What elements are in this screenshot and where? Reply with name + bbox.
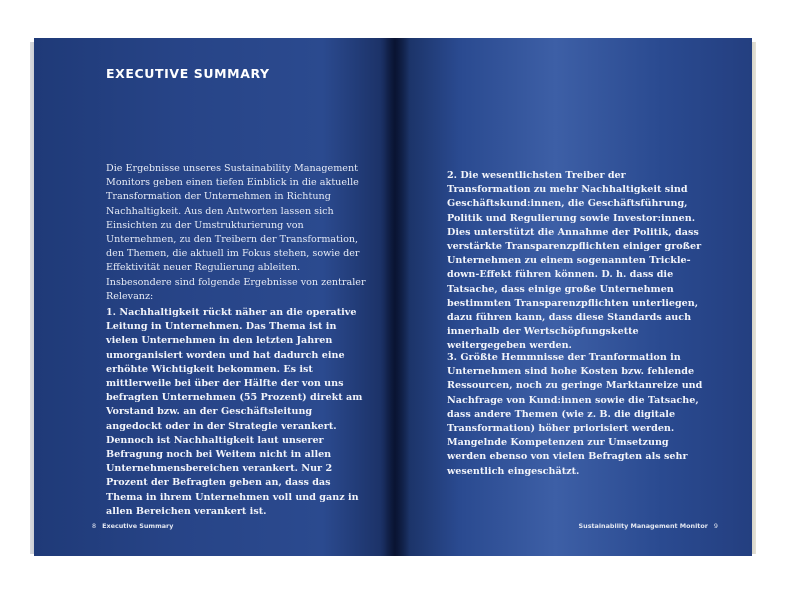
intro-paragraph: Die Ergebnisse unseres Sustainability Management Monitors geben einen tiefen Einblick in die aktuelle Transformation der Unternehmen in Richtung Nachhaltigkeit. Aus den Antworten lassen sich Einsichten zu der Umstrukturierung von Unternehmen, zu den Treibern der Transformation, den Themen, die aktuell im Fokus stehen, sowie der Effektivität neuer Regulierung ableiten. Insbesondere sind folgende Ergebnisse von zentraler Relevanz: (106, 163, 366, 302)
finding-3-paragraph: 3. Größte Hemmnisse der Tranformation in Unternehmen sind hohe Kosten bzw. fehlende Ressourcen, noch zu geringe Marktanreize und Nachfrage von Kund:innen sowie die Tatsache, dass andere Themen (wie z. B. die digitale Transformation) höher priorisiert werden. Mangelnde Kompetenzen zur Umsetzung werden ebenso von vielen Befragten als sehr wesentlich eingeschätzt. (447, 352, 703, 477)
open-brochure (30, 38, 756, 556)
page-number: 8 (92, 522, 97, 530)
left-page (34, 38, 395, 556)
footer-publication-label: Sustainability Management Monitor (578, 522, 708, 530)
right-page-footer (579, 522, 718, 530)
finding-1-paragraph: 1. Nachhaltigkeit rückt näher an die operative Leitung in Unternehmen. Das Thema ist in vielen Unternehmen in den letzten Jahren umorganisiert worden und hat dadurch eine erhöhte Wichtigkeit bekommen. Es ist mittlerweile bei über der Hälfte der von uns befragten Unternehmen (55 Prozent) direkt am Vorstand bzw. an der Geschäftsleitung angedockt oder in der Strategie verankert. Dennoch ist Nachhaltigkeit laut unserer Befragung noch bei Weitem nicht in allen Unternehmensbereichen verankert. Nur 2 Prozent der Befragten geben an, dass das Thema in ihrem Unternehmen voll und ganz in allen Bereichen verankert ist. (106, 307, 363, 517)
section-heading: EXECUTIVE SUMMARY (106, 66, 270, 81)
right-page (395, 38, 752, 556)
footer-section-label: Executive Summary (102, 522, 174, 530)
left-page-footer (92, 522, 173, 530)
finding-2-paragraph: 2. Die wesentlichsten Treiber der Transformation zu mehr Nachhaltigkeit sind Geschäftskund:innen, die Geschäftsführung, Politik und Regulierung sowie Investor:innen. Dies unterstützt die Annahme der Politik, dass verstärkte Transparenzpflichten einiger großer Unternehmen zu einem sogenannten Trickle-down-Effekt führen können. D. h. dass die Tatsache, dass einige große Unternehmen bestimmten Transparenzpflichten unterliegen, dazu führen kann, dass diese Standards auch innerhalb der Wertschöpfungskette weitergegeben werden. (447, 170, 702, 352)
page-number: 9 (713, 522, 718, 530)
